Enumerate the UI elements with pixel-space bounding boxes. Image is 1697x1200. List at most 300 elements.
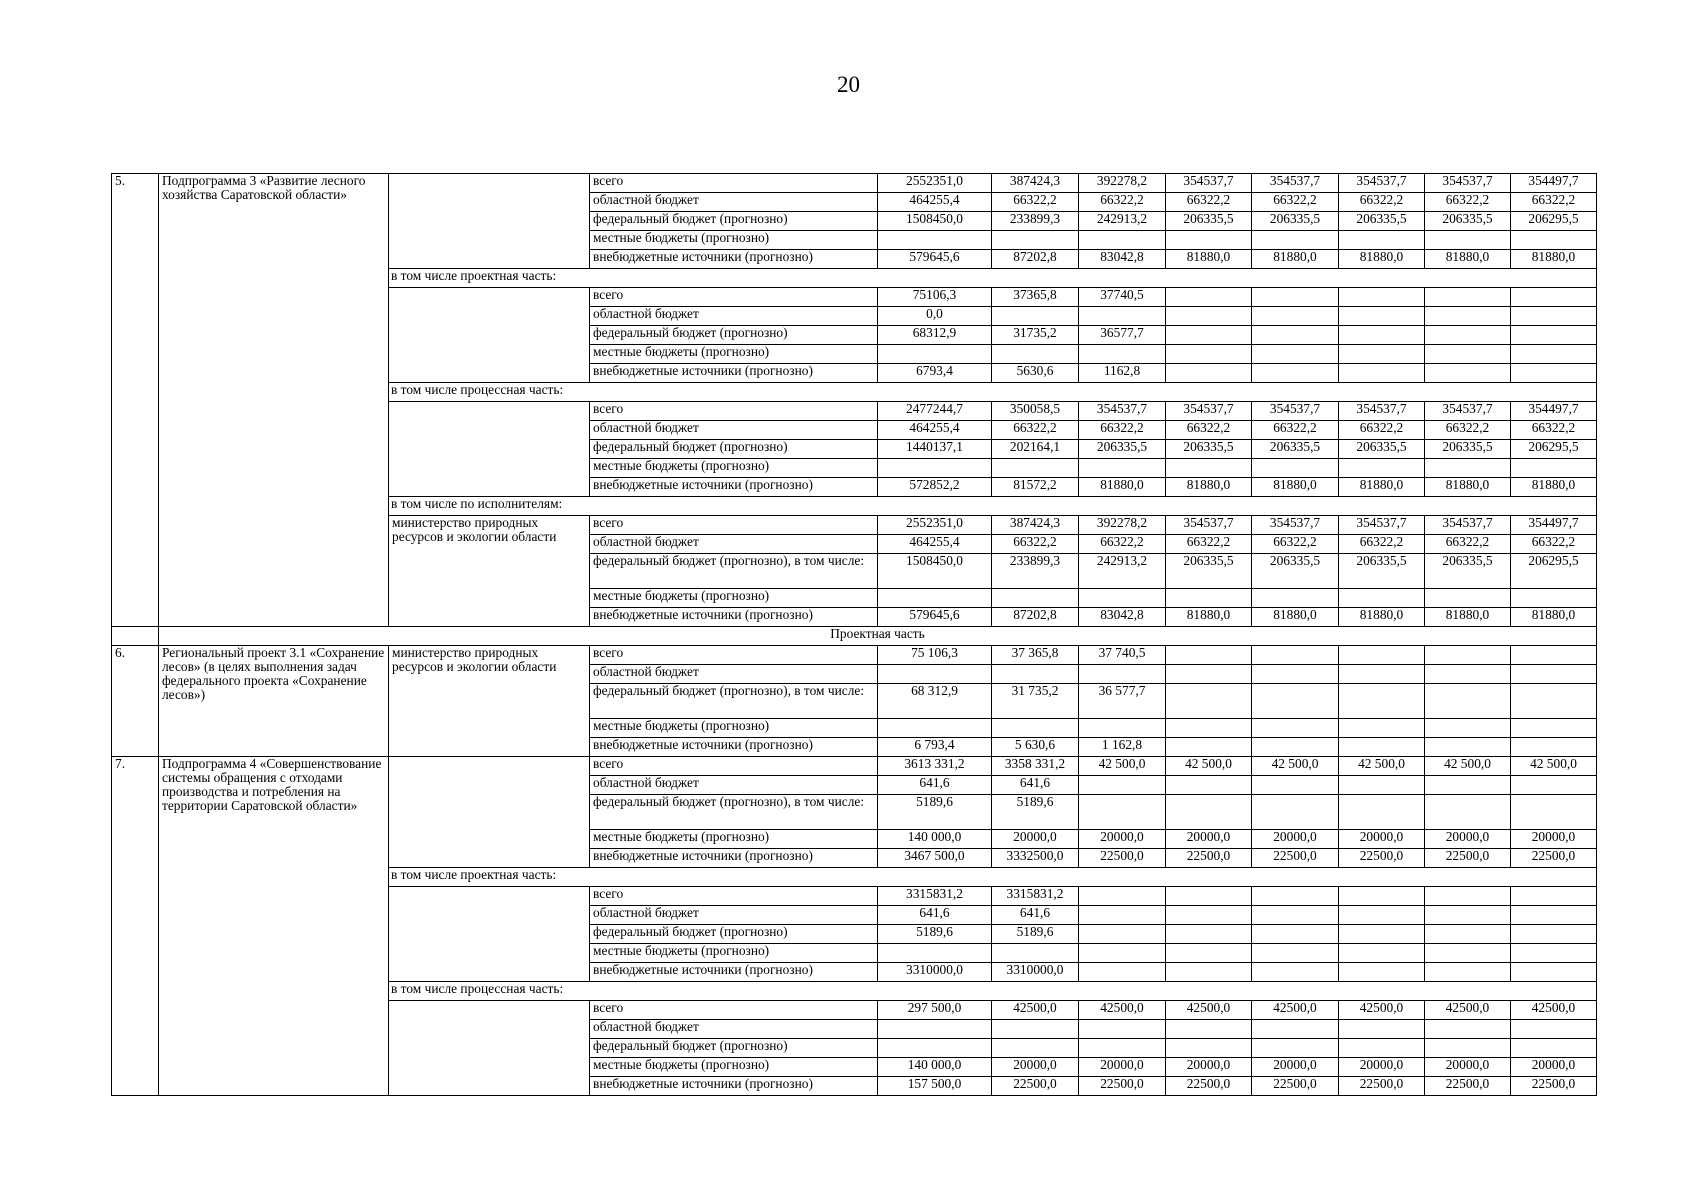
value-cell: 81880,0 bbox=[1511, 250, 1597, 269]
value-cell bbox=[878, 1020, 992, 1039]
value-cell: 66322,2 bbox=[1425, 193, 1511, 212]
value-cell: 3315831,2 bbox=[992, 887, 1079, 906]
value-cell bbox=[1166, 345, 1252, 364]
value-cell bbox=[878, 719, 992, 738]
value-cell: 20000,0 bbox=[992, 1058, 1079, 1077]
value-cell bbox=[1511, 1020, 1597, 1039]
value-cell: 5 630,6 bbox=[992, 738, 1079, 757]
funding-source-label: федеральный бюджет (прогнозно) bbox=[590, 440, 878, 459]
value-cell: 1440137,1 bbox=[878, 440, 992, 459]
value-cell bbox=[1252, 719, 1339, 738]
funding-source-label: внебюджетные источники (прогнозно) bbox=[590, 738, 878, 757]
value-cell bbox=[1511, 684, 1597, 719]
value-cell: 31 735,2 bbox=[992, 684, 1079, 719]
value-cell bbox=[1079, 963, 1166, 982]
value-cell bbox=[1339, 944, 1425, 963]
value-cell: 641,6 bbox=[992, 776, 1079, 795]
value-cell: 354537,7 bbox=[1252, 516, 1339, 535]
value-cell: 206335,5 bbox=[1425, 212, 1511, 231]
value-cell bbox=[1339, 326, 1425, 345]
value-cell: 81880,0 bbox=[1252, 608, 1339, 627]
value-cell bbox=[1511, 887, 1597, 906]
value-cell: 464255,4 bbox=[878, 421, 992, 440]
value-cell: 20000,0 bbox=[992, 830, 1079, 849]
value-cell bbox=[1166, 589, 1252, 608]
value-cell bbox=[1252, 364, 1339, 383]
value-cell: 22500,0 bbox=[1339, 849, 1425, 868]
funding-source-label: внебюджетные источники (прогнозно) bbox=[590, 364, 878, 383]
value-cell bbox=[1252, 646, 1339, 665]
table-row bbox=[112, 174, 1597, 193]
value-cell: 22500,0 bbox=[1425, 1077, 1511, 1096]
value-cell: 66322,2 bbox=[1166, 421, 1252, 440]
value-cell: 20000,0 bbox=[1511, 1058, 1597, 1077]
value-cell bbox=[1079, 345, 1166, 364]
value-cell bbox=[1079, 776, 1166, 795]
value-cell: 66322,2 bbox=[1166, 193, 1252, 212]
value-cell: 354537,7 bbox=[1166, 174, 1252, 193]
value-cell bbox=[1511, 288, 1597, 307]
funding-source-label: всего bbox=[590, 1001, 878, 1020]
value-cell: 22500,0 bbox=[1252, 1077, 1339, 1096]
value-cell bbox=[1339, 646, 1425, 665]
funding-source-label: местные бюджеты (прогнозно) bbox=[590, 345, 878, 364]
value-cell bbox=[992, 1039, 1079, 1058]
value-cell bbox=[1511, 963, 1597, 982]
value-cell: 464255,4 bbox=[878, 535, 992, 554]
value-cell: 354537,7 bbox=[1166, 516, 1252, 535]
value-cell bbox=[1166, 887, 1252, 906]
value-cell bbox=[1425, 719, 1511, 738]
funding-source-label: областной бюджет bbox=[590, 776, 878, 795]
value-cell: 392278,2 bbox=[1079, 516, 1166, 535]
value-cell: 66322,2 bbox=[992, 193, 1079, 212]
value-cell bbox=[1511, 326, 1597, 345]
value-cell bbox=[878, 459, 992, 478]
value-cell: 31735,2 bbox=[992, 326, 1079, 345]
funding-source-label: всего bbox=[590, 288, 878, 307]
value-cell bbox=[1339, 231, 1425, 250]
value-cell bbox=[1339, 887, 1425, 906]
value-cell: 206335,5 bbox=[1339, 212, 1425, 231]
value-cell: 206335,5 bbox=[1252, 440, 1339, 459]
value-cell: 1508450,0 bbox=[878, 554, 992, 589]
value-cell: 233899,3 bbox=[992, 212, 1079, 231]
funding-source-label: федеральный бюджет (прогнозно), в том числе: bbox=[590, 795, 878, 830]
value-cell bbox=[992, 345, 1079, 364]
value-cell: 22500,0 bbox=[1166, 849, 1252, 868]
value-cell bbox=[878, 589, 992, 608]
value-cell: 81880,0 bbox=[1425, 608, 1511, 627]
value-cell bbox=[1511, 795, 1597, 830]
value-cell: 42 500,0 bbox=[1339, 757, 1425, 776]
funding-source-label: федеральный бюджет (прогнозно) bbox=[590, 212, 878, 231]
value-cell bbox=[1339, 963, 1425, 982]
value-cell bbox=[1425, 665, 1511, 684]
value-cell: 20000,0 bbox=[1166, 1058, 1252, 1077]
value-cell: 3332500,0 bbox=[992, 849, 1079, 868]
value-cell: 42500,0 bbox=[1252, 1001, 1339, 1020]
value-cell bbox=[1425, 776, 1511, 795]
value-cell: 392278,2 bbox=[1079, 174, 1166, 193]
value-cell bbox=[992, 944, 1079, 963]
funding-source-label: внебюджетные источники (прогнозно) bbox=[590, 250, 878, 269]
value-cell: 5189,6 bbox=[878, 925, 992, 944]
value-cell bbox=[1339, 364, 1425, 383]
value-cell bbox=[1339, 719, 1425, 738]
value-cell: 66322,2 bbox=[992, 535, 1079, 554]
value-cell: 87202,8 bbox=[992, 608, 1079, 627]
executor-cell bbox=[389, 288, 590, 383]
value-cell: 206335,5 bbox=[1166, 212, 1252, 231]
value-cell bbox=[1425, 1039, 1511, 1058]
value-cell: 354537,7 bbox=[1339, 174, 1425, 193]
value-cell: 579645,6 bbox=[878, 608, 992, 627]
budget-table-body bbox=[112, 174, 1597, 1096]
funding-source-label: федеральный бюджет (прогнозно) bbox=[590, 326, 878, 345]
value-cell bbox=[1425, 589, 1511, 608]
value-cell: 66322,2 bbox=[1252, 193, 1339, 212]
value-cell bbox=[1079, 459, 1166, 478]
funding-source-label: внебюджетные источники (прогнозно) bbox=[590, 608, 878, 627]
value-cell: 22500,0 bbox=[992, 1077, 1079, 1096]
value-cell: 206335,5 bbox=[1166, 440, 1252, 459]
value-cell bbox=[1339, 738, 1425, 757]
value-cell bbox=[1252, 288, 1339, 307]
value-cell: 42500,0 bbox=[1079, 1001, 1166, 1020]
funding-source-label: федеральный бюджет (прогнозно), в том числе: bbox=[590, 554, 878, 589]
value-cell: 1 162,8 bbox=[1079, 738, 1166, 757]
value-cell bbox=[1425, 459, 1511, 478]
value-cell: 81880,0 bbox=[1425, 250, 1511, 269]
value-cell: 66322,2 bbox=[1425, 421, 1511, 440]
funding-source-label: местные бюджеты (прогнозно) bbox=[590, 944, 878, 963]
value-cell: 354537,7 bbox=[1252, 174, 1339, 193]
value-cell: 350058,5 bbox=[992, 402, 1079, 421]
value-cell: 81880,0 bbox=[1166, 478, 1252, 497]
executor-cell bbox=[389, 174, 590, 269]
funding-source-label: внебюджетные источники (прогнозно) bbox=[590, 849, 878, 868]
value-cell: 641,6 bbox=[878, 776, 992, 795]
funding-source-label: внебюджетные источники (прогнозно) bbox=[590, 963, 878, 982]
row-number: 7. bbox=[112, 757, 159, 1096]
value-cell: 387424,3 bbox=[992, 516, 1079, 535]
value-cell: 66322,2 bbox=[1339, 193, 1425, 212]
value-cell: 42 500,0 bbox=[1252, 757, 1339, 776]
value-cell bbox=[1166, 944, 1252, 963]
subgroup-header: в том числе по исполнителям: bbox=[389, 497, 1597, 516]
funding-source-label: местные бюджеты (прогнозно) bbox=[590, 830, 878, 849]
value-cell: 81880,0 bbox=[1339, 608, 1425, 627]
value-cell bbox=[878, 231, 992, 250]
value-cell: 206335,5 bbox=[1252, 554, 1339, 589]
value-cell: 20000,0 bbox=[1079, 1058, 1166, 1077]
value-cell bbox=[1511, 665, 1597, 684]
funding-source-label: всего bbox=[590, 887, 878, 906]
value-cell bbox=[1339, 776, 1425, 795]
value-cell: 42500,0 bbox=[992, 1001, 1079, 1020]
value-cell: 68312,9 bbox=[878, 326, 992, 345]
value-cell: 1508450,0 bbox=[878, 212, 992, 231]
value-cell bbox=[1166, 307, 1252, 326]
value-cell bbox=[1252, 326, 1339, 345]
value-cell bbox=[1252, 795, 1339, 830]
value-cell: 42500,0 bbox=[1425, 1001, 1511, 1020]
value-cell bbox=[1339, 665, 1425, 684]
value-cell bbox=[1079, 887, 1166, 906]
value-cell: 66322,2 bbox=[1511, 193, 1597, 212]
value-cell bbox=[1252, 925, 1339, 944]
value-cell bbox=[1079, 231, 1166, 250]
value-cell: 354537,7 bbox=[1425, 174, 1511, 193]
funding-source-label: всего bbox=[590, 516, 878, 535]
value-cell: 579645,6 bbox=[878, 250, 992, 269]
value-cell bbox=[1339, 589, 1425, 608]
value-cell bbox=[992, 459, 1079, 478]
value-cell bbox=[1079, 719, 1166, 738]
value-cell: 81880,0 bbox=[1166, 250, 1252, 269]
value-cell: 42500,0 bbox=[1166, 1001, 1252, 1020]
funding-source-label: всего bbox=[590, 174, 878, 193]
value-cell: 68 312,9 bbox=[878, 684, 992, 719]
value-cell bbox=[1079, 944, 1166, 963]
value-cell bbox=[1252, 665, 1339, 684]
value-cell bbox=[1166, 646, 1252, 665]
value-cell bbox=[1511, 944, 1597, 963]
section-row bbox=[112, 627, 1597, 646]
value-cell bbox=[1166, 1039, 1252, 1058]
value-cell: 242913,2 bbox=[1079, 212, 1166, 231]
value-cell: 641,6 bbox=[878, 906, 992, 925]
value-cell: 354537,7 bbox=[1252, 402, 1339, 421]
value-cell: 202164,1 bbox=[992, 440, 1079, 459]
value-cell: 354537,7 bbox=[1166, 402, 1252, 421]
value-cell bbox=[1166, 906, 1252, 925]
value-cell bbox=[992, 665, 1079, 684]
value-cell bbox=[1166, 326, 1252, 345]
value-cell: 20000,0 bbox=[1425, 1058, 1511, 1077]
funding-source-label: всего bbox=[590, 757, 878, 776]
value-cell bbox=[1511, 738, 1597, 757]
funding-source-label: федеральный бюджет (прогнозно), в том числе: bbox=[590, 684, 878, 719]
value-cell: 5189,6 bbox=[992, 795, 1079, 830]
funding-source-label: местные бюджеты (прогнозно) bbox=[590, 1058, 878, 1077]
value-cell: 42500,0 bbox=[1339, 1001, 1425, 1020]
value-cell bbox=[992, 231, 1079, 250]
value-cell: 22500,0 bbox=[1079, 1077, 1166, 1096]
value-cell: 83042,8 bbox=[1079, 250, 1166, 269]
value-cell: 641,6 bbox=[992, 906, 1079, 925]
value-cell bbox=[1425, 646, 1511, 665]
value-cell: 22500,0 bbox=[1511, 849, 1597, 868]
value-cell: 81880,0 bbox=[1511, 608, 1597, 627]
funding-source-label: местные бюджеты (прогнозно) bbox=[590, 589, 878, 608]
value-cell bbox=[1252, 307, 1339, 326]
value-cell: 87202,8 bbox=[992, 250, 1079, 269]
value-cell bbox=[1252, 906, 1339, 925]
value-cell: 140 000,0 bbox=[878, 1058, 992, 1077]
value-cell bbox=[1425, 963, 1511, 982]
value-cell: 66322,2 bbox=[1339, 421, 1425, 440]
funding-source-label: областной бюджет bbox=[590, 535, 878, 554]
value-cell bbox=[992, 1020, 1079, 1039]
value-cell bbox=[1425, 231, 1511, 250]
value-cell bbox=[1252, 963, 1339, 982]
value-cell bbox=[878, 345, 992, 364]
value-cell: 3310000,0 bbox=[878, 963, 992, 982]
value-cell bbox=[1166, 719, 1252, 738]
value-cell bbox=[1425, 364, 1511, 383]
value-cell bbox=[1166, 288, 1252, 307]
value-cell: 66322,2 bbox=[992, 421, 1079, 440]
value-cell bbox=[1339, 459, 1425, 478]
value-cell: 3358 331,2 bbox=[992, 757, 1079, 776]
value-cell: 81880,0 bbox=[1079, 478, 1166, 497]
value-cell: 5189,6 bbox=[878, 795, 992, 830]
value-cell bbox=[1425, 795, 1511, 830]
value-cell: 572852,2 bbox=[878, 478, 992, 497]
value-cell bbox=[1166, 684, 1252, 719]
value-cell bbox=[1339, 288, 1425, 307]
value-cell: 206335,5 bbox=[1339, 440, 1425, 459]
value-cell bbox=[1511, 231, 1597, 250]
table-row bbox=[112, 757, 1597, 776]
value-cell: 2552351,0 bbox=[878, 516, 992, 535]
funding-source-label: всего bbox=[590, 402, 878, 421]
value-cell bbox=[1079, 665, 1166, 684]
executor-cell: министерство природных ресурсов и экологии области bbox=[389, 646, 590, 757]
value-cell bbox=[1425, 944, 1511, 963]
funding-source-label: местные бюджеты (прогнозно) bbox=[590, 231, 878, 250]
value-cell bbox=[1425, 887, 1511, 906]
value-cell: 6793,4 bbox=[878, 364, 992, 383]
budget-table bbox=[111, 173, 1597, 1096]
funding-source-label: областной бюджет bbox=[590, 307, 878, 326]
value-cell: 206335,5 bbox=[1252, 212, 1339, 231]
value-cell bbox=[878, 944, 992, 963]
executor-cell: министерство природных ресурсов и экологии области bbox=[389, 516, 590, 627]
row-number: 5. bbox=[112, 174, 159, 627]
funding-source-label: областной бюджет bbox=[590, 193, 878, 212]
value-cell: 3613 331,2 bbox=[878, 757, 992, 776]
value-cell bbox=[1339, 1039, 1425, 1058]
value-cell: 37 740,5 bbox=[1079, 646, 1166, 665]
value-cell: 81880,0 bbox=[1339, 478, 1425, 497]
value-cell: 37365,8 bbox=[992, 288, 1079, 307]
value-cell: 20000,0 bbox=[1511, 830, 1597, 849]
value-cell: 354497,7 bbox=[1511, 516, 1597, 535]
value-cell bbox=[1425, 925, 1511, 944]
value-cell: 22500,0 bbox=[1339, 1077, 1425, 1096]
subgroup-header: в том числе проектная часть: bbox=[389, 868, 1597, 887]
funding-source-label: областной бюджет bbox=[590, 421, 878, 440]
value-cell bbox=[1166, 963, 1252, 982]
value-cell bbox=[1339, 906, 1425, 925]
funding-source-label: федеральный бюджет (прогнозно) bbox=[590, 1039, 878, 1058]
value-cell: 242913,2 bbox=[1079, 554, 1166, 589]
value-cell bbox=[1252, 589, 1339, 608]
value-cell bbox=[1079, 795, 1166, 830]
value-cell bbox=[1511, 719, 1597, 738]
value-cell bbox=[1252, 1020, 1339, 1039]
value-cell: 354537,7 bbox=[1079, 402, 1166, 421]
value-cell bbox=[878, 1039, 992, 1058]
funding-source-label: областной бюджет bbox=[590, 906, 878, 925]
value-cell: 464255,4 bbox=[878, 193, 992, 212]
value-cell: 66322,2 bbox=[1339, 535, 1425, 554]
value-cell bbox=[1252, 684, 1339, 719]
value-cell: 22500,0 bbox=[1079, 849, 1166, 868]
value-cell: 36577,7 bbox=[1079, 326, 1166, 345]
value-cell: 83042,8 bbox=[1079, 608, 1166, 627]
row-number: 6. bbox=[112, 646, 159, 757]
value-cell: 206335,5 bbox=[1079, 440, 1166, 459]
funding-source-label: местные бюджеты (прогнозно) bbox=[590, 459, 878, 478]
value-cell: 354537,7 bbox=[1425, 516, 1511, 535]
value-cell: 5630,6 bbox=[992, 364, 1079, 383]
value-cell bbox=[1252, 1039, 1339, 1058]
value-cell: 20000,0 bbox=[1252, 830, 1339, 849]
executor-cell bbox=[389, 402, 590, 497]
value-cell bbox=[1511, 364, 1597, 383]
value-cell: 20000,0 bbox=[1339, 830, 1425, 849]
value-cell: 42 500,0 bbox=[1166, 757, 1252, 776]
value-cell bbox=[1252, 776, 1339, 795]
executor-cell bbox=[389, 887, 590, 982]
value-cell: 66322,2 bbox=[1511, 421, 1597, 440]
value-cell bbox=[1425, 1020, 1511, 1039]
value-cell: 66322,2 bbox=[1079, 535, 1166, 554]
value-cell: 0,0 bbox=[878, 307, 992, 326]
value-cell bbox=[1511, 307, 1597, 326]
value-cell: 37740,5 bbox=[1079, 288, 1166, 307]
value-cell: 81880,0 bbox=[1425, 478, 1511, 497]
value-cell bbox=[1339, 345, 1425, 364]
value-cell bbox=[1252, 738, 1339, 757]
value-cell bbox=[1252, 345, 1339, 364]
value-cell: 206335,5 bbox=[1425, 554, 1511, 589]
value-cell: 42500,0 bbox=[1511, 1001, 1597, 1020]
value-cell bbox=[1079, 1020, 1166, 1039]
value-cell: 36 577,7 bbox=[1079, 684, 1166, 719]
funding-source-label: местные бюджеты (прогнозно) bbox=[590, 719, 878, 738]
funding-source-label: внебюджетные источники (прогнозно) bbox=[590, 1077, 878, 1096]
value-cell bbox=[1252, 944, 1339, 963]
value-cell bbox=[1339, 1020, 1425, 1039]
value-cell: 206295,5 bbox=[1511, 212, 1597, 231]
value-cell bbox=[1252, 231, 1339, 250]
funding-source-label: внебюджетные источники (прогнозно) bbox=[590, 478, 878, 497]
value-cell: 20000,0 bbox=[1079, 830, 1166, 849]
value-cell bbox=[1425, 684, 1511, 719]
value-cell: 22500,0 bbox=[1425, 849, 1511, 868]
value-cell bbox=[1252, 459, 1339, 478]
value-cell: 81572,2 bbox=[992, 478, 1079, 497]
value-cell bbox=[992, 589, 1079, 608]
value-cell bbox=[1166, 1020, 1252, 1039]
value-cell: 66322,2 bbox=[1252, 421, 1339, 440]
value-cell: 20000,0 bbox=[1166, 830, 1252, 849]
value-cell bbox=[992, 307, 1079, 326]
value-cell: 81880,0 bbox=[1252, 478, 1339, 497]
value-cell bbox=[1511, 459, 1597, 478]
value-cell: 81880,0 bbox=[1339, 250, 1425, 269]
value-cell bbox=[1511, 925, 1597, 944]
value-cell: 22500,0 bbox=[1166, 1077, 1252, 1096]
value-cell: 22500,0 bbox=[1252, 849, 1339, 868]
value-cell: 2477244,7 bbox=[878, 402, 992, 421]
program-name: Подпрограмма 4 «Совершенствование системы обращения с отходами производства и потребления на территории Саратовской области» bbox=[159, 757, 389, 1096]
